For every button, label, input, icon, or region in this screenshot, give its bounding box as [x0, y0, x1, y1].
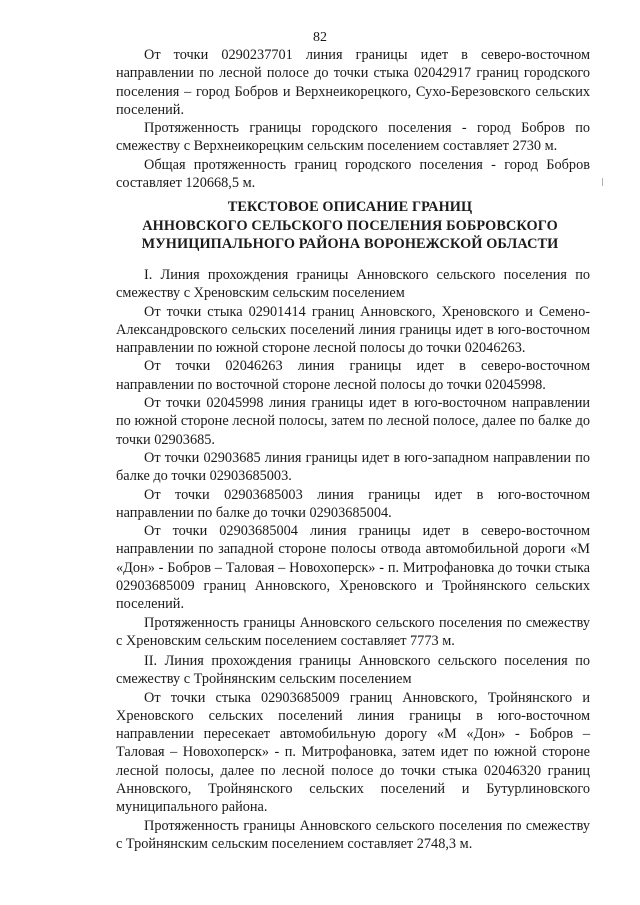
- paragraph-bobrov-total-length: Общая протяженность границ городского поселения - город Бобров составляет 120668,5 м.: [116, 156, 590, 192]
- heading-line-2: АННОВСКОГО СЕЛЬСКОГО ПОСЕЛЕНИЯ БОБРОВСКОГО: [142, 217, 558, 234]
- section-1-khrenovskoe: [116, 266, 590, 650]
- section-2-title: II. Линия прохождения границы Анновского сельского поселения по смежеству с Тройнянским сельским поселением: [116, 653, 590, 688]
- section-1-paragraph: От точки 02903685003 линия границы идет в юго-восточном направлении по балке до точки 02903685004.: [116, 486, 590, 521]
- paragraph-bobrov-length-verkhneikorets: Протяженность границы городского поселения - город Бобров по смежеству с Верхнеикорецким сельским поселением составляет 2730 м.: [116, 120, 590, 155]
- section-heading: [110, 198, 590, 254]
- heading-line-3: МУНИЦИПАЛЬНОГО РАЙОНА ВОРОНЕЖСКОЙ ОБЛАСТИ: [141, 236, 559, 252]
- section-1-paragraph: От точки 02045998 линия границы идет в юго-восточном направлении по южной стороне лесной полосы, затем по лесной полосе, далее по балке до точки 02903685.: [116, 395, 590, 448]
- section-2-length: Протяженность границы Анновского сельского поселения по смежеству с Тройнянским сельским поселением составляет 2748,3 м.: [116, 817, 590, 852]
- section-1-paragraph: От точки 02903685 линия границы идет в юго-западном направлении по балке до точки 02903685003.: [116, 449, 590, 485]
- page-number: 82: [313, 30, 327, 45]
- section-2-paragraph: От точки стыка 02903685009 границ Анновского, Тройнянского и Хреновского сельских поселений линия границы в юго-восточном направлении пересекает автомобильную дорогу «М «Дон» - Бобров – Таловая – Новохоперск» - п. Митрофановка, затем идет по южной стороне лесной полосы, далее по лесной полосе до точки стыка 02046320 границ Анновского, Тройнянского сельских поселений и Бутурлиновского муниципального района.: [116, 689, 590, 816]
- top-text-block: [116, 46, 590, 192]
- section-1-paragraph: От точки стыка 02901414 границ Анновского, Хреновского и Семено-Александровского сельских поселений линия границы идет в юго-восточном направлении по южной стороне лесной полосы до точки 02046263.: [116, 303, 590, 357]
- section-2-troynyanskoe: [116, 652, 590, 853]
- section-1-paragraph: От точки 02903685004 линия границы идет в северо-восточном направлении по западной стороне полосы отвода автомобильной дороги «М «Дон» - Бобров – Таловая – Новохоперск» - п. Митрофановка до точки стыка 02903685009 границ Анновского, Хреновского и Тройнянского сельских поселений.: [116, 523, 590, 613]
- section-1-title: I. Линия прохождения границы Анновского сельского поселения по смежеству с Хреновским сельским поселением: [116, 267, 590, 302]
- heading-line-1: ТЕКСТОВОЕ ОПИСАНИЕ ГРАНИЦ: [227, 199, 473, 215]
- scan-artifact: [602, 178, 603, 186]
- section-1-length: Протяженность границы Анновского сельского поселения по смежеству с Хреновским сельским поселением составляет 7773 м.: [116, 614, 590, 649]
- paragraph-bobrov-endpoint: От точки 0290237701 линия границы идет в северо-восточном направлении по лесной полосе до точки стыка 02042917 границ городского поселения – город Бобров и Верхнеикорецкого, Сухо-Березовского сельских поселений.: [116, 47, 590, 118]
- section-1-paragraph: От точки 02046263 линия границы идет в северо-восточном направлении по восточной стороне лесной полосы до точки 02045998.: [116, 358, 590, 393]
